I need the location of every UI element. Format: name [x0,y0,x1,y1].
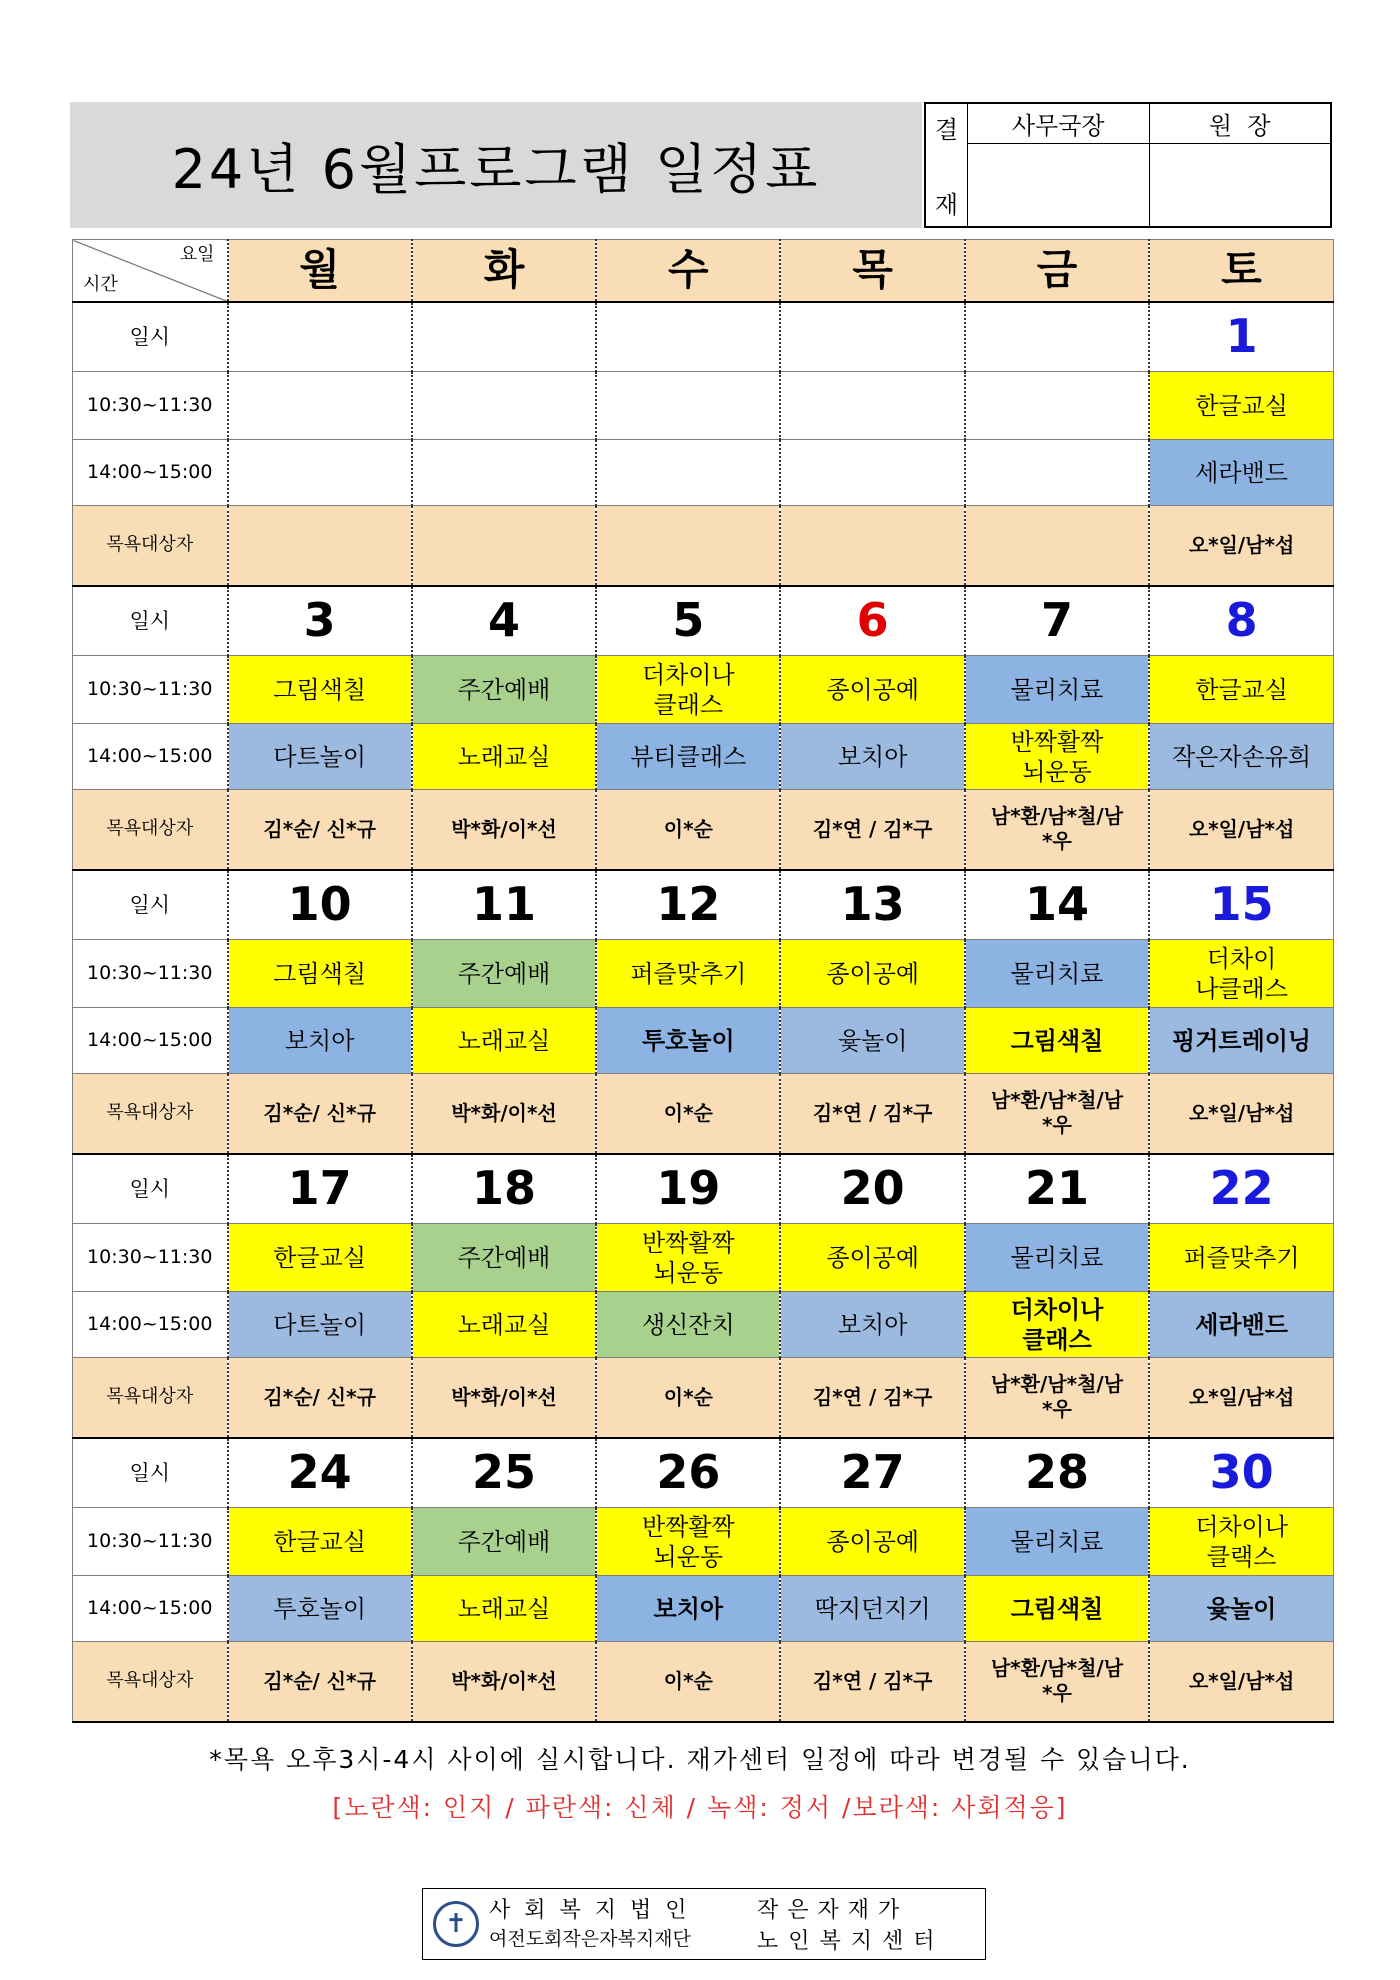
bath-cell: 오*일/남*섭 [1149,790,1333,870]
date-cell [1149,1154,1333,1224]
date-cell [412,586,596,656]
row-label-pm: 14:00~15:00 [73,1576,228,1642]
program-cell: 투호놀이 [596,1008,780,1074]
date-number: 20 [840,1161,905,1215]
date-number: 5 [672,593,705,647]
bath-cell: 오*일/남*섭 [1149,506,1333,586]
program-cell [780,372,964,440]
bath-cell: 김*순/ 신*규 [228,1074,412,1154]
bath-cell: 박*화/이*선 [412,790,596,870]
row-label-date: 일시 [73,1438,228,1508]
date-cell [965,1154,1149,1224]
bath-cell: 남*환/남*철/남 *우 [965,790,1149,870]
program-cell: 노래교실 [412,1576,596,1642]
approval-col-secretary: 사무국장 [968,104,1149,144]
bath-cell: 박*화/이*선 [412,1074,596,1154]
program-cell [412,440,596,506]
approval-box [924,102,1332,228]
week-3-am-row [73,940,1334,1008]
date-cell [1149,302,1333,372]
bath-cell: 김*순/ 신*규 [228,1358,412,1438]
date-cell [596,1438,780,1508]
date-cell [412,1154,596,1224]
program-cell: 한글교실 [228,1508,412,1576]
bath-cell: 오*일/남*섭 [1149,1358,1333,1438]
program-cell: 주간예배 [412,1508,596,1576]
corner-day-label: 요일 [179,244,215,265]
date-cell [780,870,964,940]
week-2-am-row [73,656,1334,724]
date-number: 17 [287,1161,352,1215]
program-cell: 주간예배 [412,656,596,724]
program-cell: 보치아 [228,1008,412,1074]
weekday-mon: 월 [228,240,412,302]
weekday-thu: 목 [780,240,964,302]
row-label-bath: 목욕대상자 [73,506,228,586]
bath-cell: 김*순/ 신*규 [228,1642,412,1722]
bath-cell: 김*연 / 김*구 [780,1358,964,1438]
program-cell: 더차이나 클래스 [596,656,780,724]
week-5-date-row [73,1438,1334,1508]
program-cell: 노래교실 [412,1292,596,1358]
date-number: 15 [1209,877,1274,931]
program-cell: 뷰티클래스 [596,724,780,790]
bath-cell [965,506,1149,586]
program-cell: 한글교실 [1149,372,1333,440]
row-label-am: 10:30~11:30 [73,372,228,440]
row-label-date: 일시 [73,1154,228,1224]
date-number: 10 [287,877,352,931]
date-number: 8 [1225,593,1258,647]
approval-side [926,104,968,226]
program-cell: 생신잔치 [596,1292,780,1358]
date-number: 13 [840,877,905,931]
program-cell: 더차이나 클래스 [965,1292,1149,1358]
program-cell: 반짝활짝 뇌운동 [596,1224,780,1292]
program-cell: 종이공예 [780,1508,964,1576]
date-cell [1149,586,1333,656]
program-cell [596,372,780,440]
date-number: 26 [656,1445,721,1499]
bath-cell: 이*순 [596,790,780,870]
bath-cell: 김*연 / 김*구 [780,1642,964,1722]
row-label-date: 일시 [73,586,228,656]
program-cell: 주간예배 [412,940,596,1008]
corner-cell [73,240,228,302]
program-cell: 세라밴드 [1149,1292,1333,1358]
date-number: 14 [1024,877,1089,931]
weekday-fri: 금 [965,240,1149,302]
row-label-am: 10:30~11:30 [73,656,228,724]
date-cell [1149,1438,1333,1508]
date-cell [780,302,964,372]
date-number: 24 [287,1445,352,1499]
week-2-bath-row [73,790,1334,870]
program-cell: 핑거트레이닝 [1149,1008,1333,1074]
page-title: 24년 6월프로그램 일정표 [171,137,821,201]
program-cell [228,372,412,440]
weekday-header-row [73,240,1334,302]
program-cell: 다트놀이 [228,724,412,790]
bath-cell: 김*연 / 김*구 [780,790,964,870]
week-3-date-row [73,870,1334,940]
program-cell: 반짝활짝 뇌운동 [596,1508,780,1576]
program-cell: 물리치료 [965,1508,1149,1576]
program-cell: 종이공예 [780,1224,964,1292]
week-4-am-row [73,1224,1334,1292]
bath-cell: 박*화/이*선 [412,1642,596,1722]
program-cell: 퍼즐맞추기 [596,940,780,1008]
date-number: 22 [1209,1161,1274,1215]
week-2-date-row [73,586,1334,656]
approval-label-bottom: 재 [934,191,959,219]
program-cell: 윷놀이 [1149,1576,1333,1642]
org-name-2b: 노인복지센터 [757,1929,945,1954]
bath-cell: 남*환/남*철/남 *우 [965,1642,1149,1722]
program-cell: 더차이 나클래스 [1149,940,1333,1008]
date-cell [228,586,412,656]
footer-org [422,1888,986,1960]
program-cell [228,440,412,506]
week-5-am-row [73,1508,1334,1576]
date-cell [596,1154,780,1224]
bath-cell: 남*환/남*철/남 *우 [965,1358,1149,1438]
week-4-date-row [73,1154,1334,1224]
date-cell [965,1438,1149,1508]
program-cell: 물리치료 [965,656,1149,724]
program-cell: 종이공예 [780,656,964,724]
date-cell [596,870,780,940]
row-label-am: 10:30~11:30 [73,1508,228,1576]
date-cell [412,302,596,372]
bath-cell: 이*순 [596,1358,780,1438]
date-number: 7 [1040,593,1073,647]
bath-cell: 이*순 [596,1074,780,1154]
bath-cell: 박*화/이*선 [412,1358,596,1438]
bath-cell [228,506,412,586]
org-name-2a: 여전도회작은자복지재단 [489,1928,691,1950]
program-cell: 노래교실 [412,1008,596,1074]
weekday-wed: 수 [596,240,780,302]
bath-cell [412,506,596,586]
week-5-bath-row [73,1642,1334,1722]
week-4-bath-row [73,1358,1334,1438]
row-label-pm: 14:00~15:00 [73,440,228,506]
row-label-date: 일시 [73,870,228,940]
program-cell: 노래교실 [412,724,596,790]
date-cell [780,1438,964,1508]
program-cell: 다트놀이 [228,1292,412,1358]
date-cell [1149,870,1333,940]
date-cell [228,302,412,372]
weekday-tue: 화 [412,240,596,302]
program-cell: 보치아 [780,724,964,790]
row-label-bath: 목욕대상자 [73,1642,228,1722]
program-cell [965,440,1149,506]
program-cell: 세라밴드 [1149,440,1333,506]
bath-cell: 오*일/남*섭 [1149,1642,1333,1722]
date-cell [412,870,596,940]
program-cell: 반짝활짝 뇌운동 [965,724,1149,790]
program-cell: 그림색칠 [228,656,412,724]
schedule-table [72,239,1334,1723]
date-number: 3 [303,593,336,647]
program-cell: 주간예배 [412,1224,596,1292]
week-5-pm-row [73,1576,1334,1642]
program-cell: 종이공예 [780,940,964,1008]
week-4-pm-row [73,1292,1334,1358]
date-cell [228,870,412,940]
bath-cell: 남*환/남*철/남 *우 [965,1074,1149,1154]
bath-cell: 김*연 / 김*구 [780,1074,964,1154]
cross-logo-icon: ✝ [433,1901,479,1947]
program-cell: 물리치료 [965,1224,1149,1292]
program-cell: 투호놀이 [228,1576,412,1642]
date-number: 25 [471,1445,536,1499]
week-1-date-row [73,302,1334,372]
date-number: 28 [1024,1445,1089,1499]
row-label-bath: 목욕대상자 [73,1358,228,1438]
date-cell [412,1438,596,1508]
program-cell: 퍼즐맞추기 [1149,1224,1333,1292]
bath-cell: 오*일/남*섭 [1149,1074,1333,1154]
bath-cell [780,506,964,586]
date-number: 1 [1225,309,1258,363]
program-cell: 그림색칠 [228,940,412,1008]
program-cell: 물리치료 [965,940,1149,1008]
date-cell [965,302,1149,372]
row-label-pm: 14:00~15:00 [73,1008,228,1074]
program-cell: 보치아 [780,1292,964,1358]
week-1-pm-row [73,440,1334,506]
bath-cell: 김*순/ 신*규 [228,790,412,870]
program-cell: 딱지던지기 [780,1576,964,1642]
program-cell: 보치아 [596,1576,780,1642]
date-number: 18 [471,1161,536,1215]
org-name-1b: 작은자재가 [757,1898,909,1923]
row-label-pm: 14:00~15:00 [73,1292,228,1358]
corner-time-label: 시간 [83,274,118,295]
week-3-bath-row [73,1074,1334,1154]
date-number: 30 [1209,1445,1274,1499]
date-number: 21 [1024,1161,1089,1215]
approval-label-top: 결 [934,116,959,144]
program-cell: 작은자손유희 [1149,724,1333,790]
org-name-1a: 사회복지법인 [489,1898,701,1923]
approval-col-director: 원 장 [1150,104,1331,144]
date-number: 12 [656,877,721,931]
weekday-sat: 토 [1149,240,1333,302]
week-3-pm-row [73,1008,1334,1074]
program-cell: 더차이나 클랙스 [1149,1508,1333,1576]
program-cell: 그림색칠 [965,1576,1149,1642]
program-cell: 한글교실 [1149,656,1333,724]
bath-cell [596,506,780,586]
date-number: 27 [840,1445,905,1499]
row-label-am: 10:30~11:30 [73,1224,228,1292]
week-2-pm-row [73,724,1334,790]
row-label-pm: 14:00~15:00 [73,724,228,790]
row-label-bath: 목욕대상자 [73,790,228,870]
date-number: 11 [471,877,536,931]
program-cell: 윷놀이 [780,1008,964,1074]
date-cell [965,870,1149,940]
date-number: 6 [856,593,889,647]
week-1-am-row [73,372,1334,440]
date-cell [965,586,1149,656]
week-1-bath-row [73,506,1334,586]
program-cell [965,372,1149,440]
program-cell: 한글교실 [228,1224,412,1292]
approval-sign-director[interactable] [1150,144,1331,226]
row-label-bath: 목욕대상자 [73,1074,228,1154]
date-cell [228,1438,412,1508]
program-cell [596,440,780,506]
program-cell [780,440,964,506]
program-cell: 그림색칠 [965,1008,1149,1074]
row-label-date: 일시 [73,302,228,372]
date-number: 4 [487,593,520,647]
bath-note: *목욕 오후3시-4시 사이에 실시합니다. 재가센터 일정에 따라 변경될 수 있습니다. [209,1745,1191,1774]
program-cell [412,372,596,440]
date-number: 19 [656,1161,721,1215]
title-box [70,102,922,228]
bath-cell: 이*순 [596,1642,780,1722]
color-legend: [노란색: 인지 / 파란색: 신체 / 녹색: 정서 /보라색: 사회적응] [332,1793,1068,1822]
date-cell [596,302,780,372]
row-label-am: 10:30~11:30 [73,940,228,1008]
date-cell [228,1154,412,1224]
date-cell [596,586,780,656]
date-cell [780,1154,964,1224]
date-cell [780,586,964,656]
approval-sign-secretary[interactable] [968,144,1149,226]
